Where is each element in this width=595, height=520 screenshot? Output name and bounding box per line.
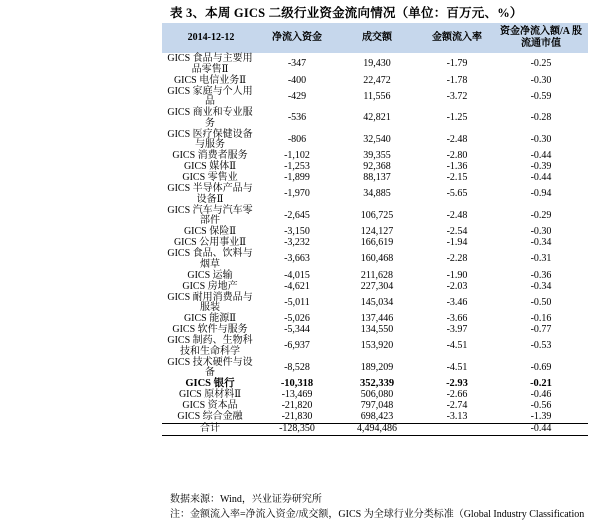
fund-flow-table (162, 23, 588, 436)
total-turnover: 4,494,486 (334, 424, 420, 436)
inflow-to-market-cap: -0.30 (530, 74, 552, 86)
turnover: 137,446 (360, 313, 394, 325)
inflow-to-market-cap: -0.59 (530, 90, 552, 102)
net-inflow: -2,645 (284, 209, 310, 221)
turnover: 166,619 (360, 237, 394, 249)
turnover: 88,137 (363, 172, 391, 184)
industry-name: GICS 保险Ⅱ (183, 226, 237, 238)
industry-name: GICS 电信业务Ⅱ (173, 74, 247, 86)
turnover: 698,423 (360, 411, 394, 423)
inflow-to-market-cap: -0.94 (530, 188, 552, 200)
turnover: 211,628 (360, 269, 394, 281)
inflow-rate: -2.74 (446, 400, 468, 412)
inflow-rate: -1.25 (446, 112, 468, 124)
net-inflow: -6,937 (284, 340, 310, 352)
industry-name: GICS 银行 (185, 378, 235, 390)
turnover: 106,725 (360, 209, 394, 221)
turnover: 11,556 (363, 90, 391, 102)
inflow-rate: -2.93 (446, 378, 468, 390)
net-inflow: -21,820 (281, 400, 313, 412)
net-inflow: -400 (287, 74, 307, 86)
turnover: 153,920 (360, 340, 394, 352)
turnover: 352,339 (359, 378, 395, 390)
footnote: 注：金额流入率=净流入资金/成交额，GICS 为全球行业分类标准（Global Industry Classification (170, 509, 585, 520)
industry-name: GICS 软件与服务 (172, 324, 248, 336)
inflow-rate: -3.46 (446, 296, 468, 308)
industry-name: GICS 技术硬件与设备 (167, 356, 253, 379)
industry-name: GICS 医疗保健设备与服务 (167, 128, 253, 151)
net-inflow: -1,899 (284, 172, 310, 184)
total-inflow-rate (420, 424, 494, 436)
header-date: 2014-12-12 (162, 23, 260, 54)
inflow-rate: -1.36 (446, 161, 468, 173)
turnover: 797,048 (360, 400, 394, 412)
industry-name: GICS 半导体产品与设备Ⅱ (167, 183, 253, 205)
turnover: 227,304 (360, 280, 394, 292)
net-inflow: -5,026 (284, 313, 310, 325)
inflow-to-market-cap: -0.50 (530, 296, 552, 308)
turnover: 19,430 (363, 58, 391, 70)
net-inflow: -5,344 (284, 324, 310, 336)
industry-name: GICS 公用事业Ⅱ (173, 237, 247, 249)
turnover: 160,468 (360, 253, 394, 265)
industry-name: GICS 家庭与个人用品 (167, 85, 253, 108)
data-source: 数据来源：Wind，兴业证券研究所 (170, 494, 322, 505)
inflow-to-market-cap: -0.30 (530, 133, 552, 145)
table-row (162, 358, 588, 380)
table-header-row (162, 23, 588, 54)
table-row (162, 206, 588, 228)
inflow-to-market-cap: -0.77 (530, 324, 552, 336)
industry-name: GICS 资本品 (182, 400, 238, 412)
industry-name: GICS 耐用消费品与服装 (167, 291, 253, 314)
table-row (162, 293, 588, 315)
inflow-to-market-cap: -0.34 (530, 280, 552, 292)
inflow-rate: -3.13 (446, 411, 468, 423)
inflow-rate: -3.66 (446, 313, 468, 325)
industry-name: GICS 运输 (187, 269, 233, 281)
industry-name: GICS 原材料Ⅱ (178, 389, 242, 401)
inflow-to-market-cap: -0.16 (530, 313, 552, 325)
inflow-to-market-cap: -0.53 (530, 340, 552, 352)
industry-name: GICS 食品、饮料与烟草 (167, 248, 253, 270)
table-row (162, 249, 588, 271)
inflow-rate: -2.15 (446, 172, 468, 184)
total-net-inflow: -128,350 (260, 424, 334, 436)
table-row (162, 184, 588, 206)
net-inflow: -806 (287, 133, 307, 145)
inflow-rate: -2.80 (446, 150, 468, 162)
inflow-rate: -2.54 (446, 226, 468, 238)
net-inflow: -4,015 (284, 269, 310, 281)
inflow-to-market-cap: -0.34 (530, 237, 552, 249)
table-title: 表 3、本周 GICS 二级行业资金流向情况（单位：百万元、%） (170, 6, 523, 20)
table-row (162, 412, 588, 424)
turnover: 189,209 (360, 361, 394, 373)
industry-name: GICS 房地产 (182, 280, 238, 292)
inflow-rate: -3.97 (446, 324, 468, 336)
table-total-row (162, 424, 588, 436)
industry-name: GICS 商业和专业服务 (167, 107, 253, 129)
industry-name: GICS 零售业 (182, 172, 238, 184)
turnover: 124,127 (360, 226, 394, 238)
industry-name: GICS 消费者服务 (172, 150, 248, 162)
turnover: 506,080 (360, 389, 394, 401)
inflow-to-market-cap: -0.39 (530, 161, 552, 173)
table-row (162, 130, 588, 152)
header-inflow-rate: 金额流入率 (420, 23, 494, 54)
turnover: 32,540 (363, 133, 391, 145)
net-inflow: -347 (287, 58, 307, 70)
inflow-rate: -2.66 (446, 389, 468, 401)
table-row (162, 108, 588, 130)
turnover: 34,885 (363, 188, 391, 200)
industry-name: GICS 食品与主要用品零售Ⅱ (167, 53, 253, 75)
inflow-rate: -1.79 (446, 58, 468, 70)
turnover: 134,550 (360, 324, 394, 336)
inflow-rate: -3.72 (446, 90, 468, 102)
turnover: 39,355 (363, 150, 391, 162)
table-row (162, 336, 588, 358)
header-inflow-to-market-cap: 资金净流入额/A 股流通市值 (494, 23, 588, 54)
inflow-to-market-cap: -0.36 (530, 269, 552, 281)
net-inflow: -536 (287, 112, 307, 124)
inflow-to-market-cap: -0.30 (530, 226, 552, 238)
net-inflow: -1,102 (284, 150, 310, 162)
inflow-to-market-cap: -0.29 (530, 209, 552, 221)
table-row (162, 54, 588, 76)
inflow-rate: -2.03 (446, 280, 468, 292)
net-inflow: -8,528 (284, 361, 310, 373)
industry-name: GICS 能源Ⅱ (183, 313, 237, 325)
industry-name: GICS 制药、生物科技和生命科学 (167, 335, 253, 357)
inflow-to-market-cap: -0.28 (530, 112, 552, 124)
inflow-to-market-cap: -0.44 (530, 172, 552, 184)
net-inflow: -3,663 (284, 253, 310, 265)
inflow-to-market-cap: -0.44 (530, 150, 552, 162)
inflow-rate: -4.51 (446, 340, 468, 352)
net-inflow: -429 (287, 90, 307, 102)
net-inflow: -5,011 (284, 296, 310, 308)
inflow-rate: -1.94 (446, 237, 468, 249)
table-row (162, 87, 588, 109)
total-label: 合计 (162, 424, 260, 436)
net-inflow: -4,621 (284, 280, 310, 292)
net-inflow: -3,232 (284, 237, 310, 249)
net-inflow: -13,469 (281, 389, 313, 401)
turnover: 22,472 (363, 74, 391, 86)
table-row (162, 282, 588, 293)
inflow-to-market-cap: -0.56 (530, 400, 552, 412)
inflow-to-market-cap: -0.31 (530, 253, 552, 265)
inflow-rate: -2.48 (446, 209, 468, 221)
header-net-inflow: 净流入资金 (260, 23, 334, 54)
header-turnover: 成交额 (334, 23, 420, 54)
turnover: 92,368 (363, 161, 391, 173)
inflow-rate: -2.28 (446, 253, 468, 265)
turnover: 42,821 (363, 112, 391, 124)
inflow-rate: -1.90 (446, 269, 468, 281)
net-inflow: -1,970 (284, 188, 310, 200)
inflow-to-market-cap: -0.46 (530, 389, 552, 401)
industry-name: GICS 综合金融 (177, 411, 243, 423)
table-row (162, 76, 588, 87)
table-row (162, 271, 588, 282)
total-inflow-to-market-cap: -0.44 (494, 424, 588, 436)
net-inflow: -21,830 (281, 411, 313, 423)
inflow-rate: -2.48 (446, 133, 468, 145)
inflow-to-market-cap: -0.69 (530, 361, 552, 373)
turnover: 145,034 (360, 296, 394, 308)
inflow-to-market-cap: -0.25 (530, 58, 552, 70)
net-inflow: -1,253 (284, 161, 310, 173)
inflow-rate: -5.65 (446, 188, 468, 200)
industry-name: GICS 汽车与汽车零部件 (167, 204, 253, 227)
inflow-rate: -1.78 (446, 74, 468, 86)
net-inflow: -3,150 (284, 226, 310, 238)
inflow-rate: -4.51 (446, 361, 468, 373)
industry-name: GICS 媒体Ⅱ (183, 161, 237, 173)
inflow-to-market-cap: -1.39 (530, 411, 552, 423)
inflow-to-market-cap: -0.21 (530, 378, 552, 390)
net-inflow: -10,318 (280, 378, 314, 390)
